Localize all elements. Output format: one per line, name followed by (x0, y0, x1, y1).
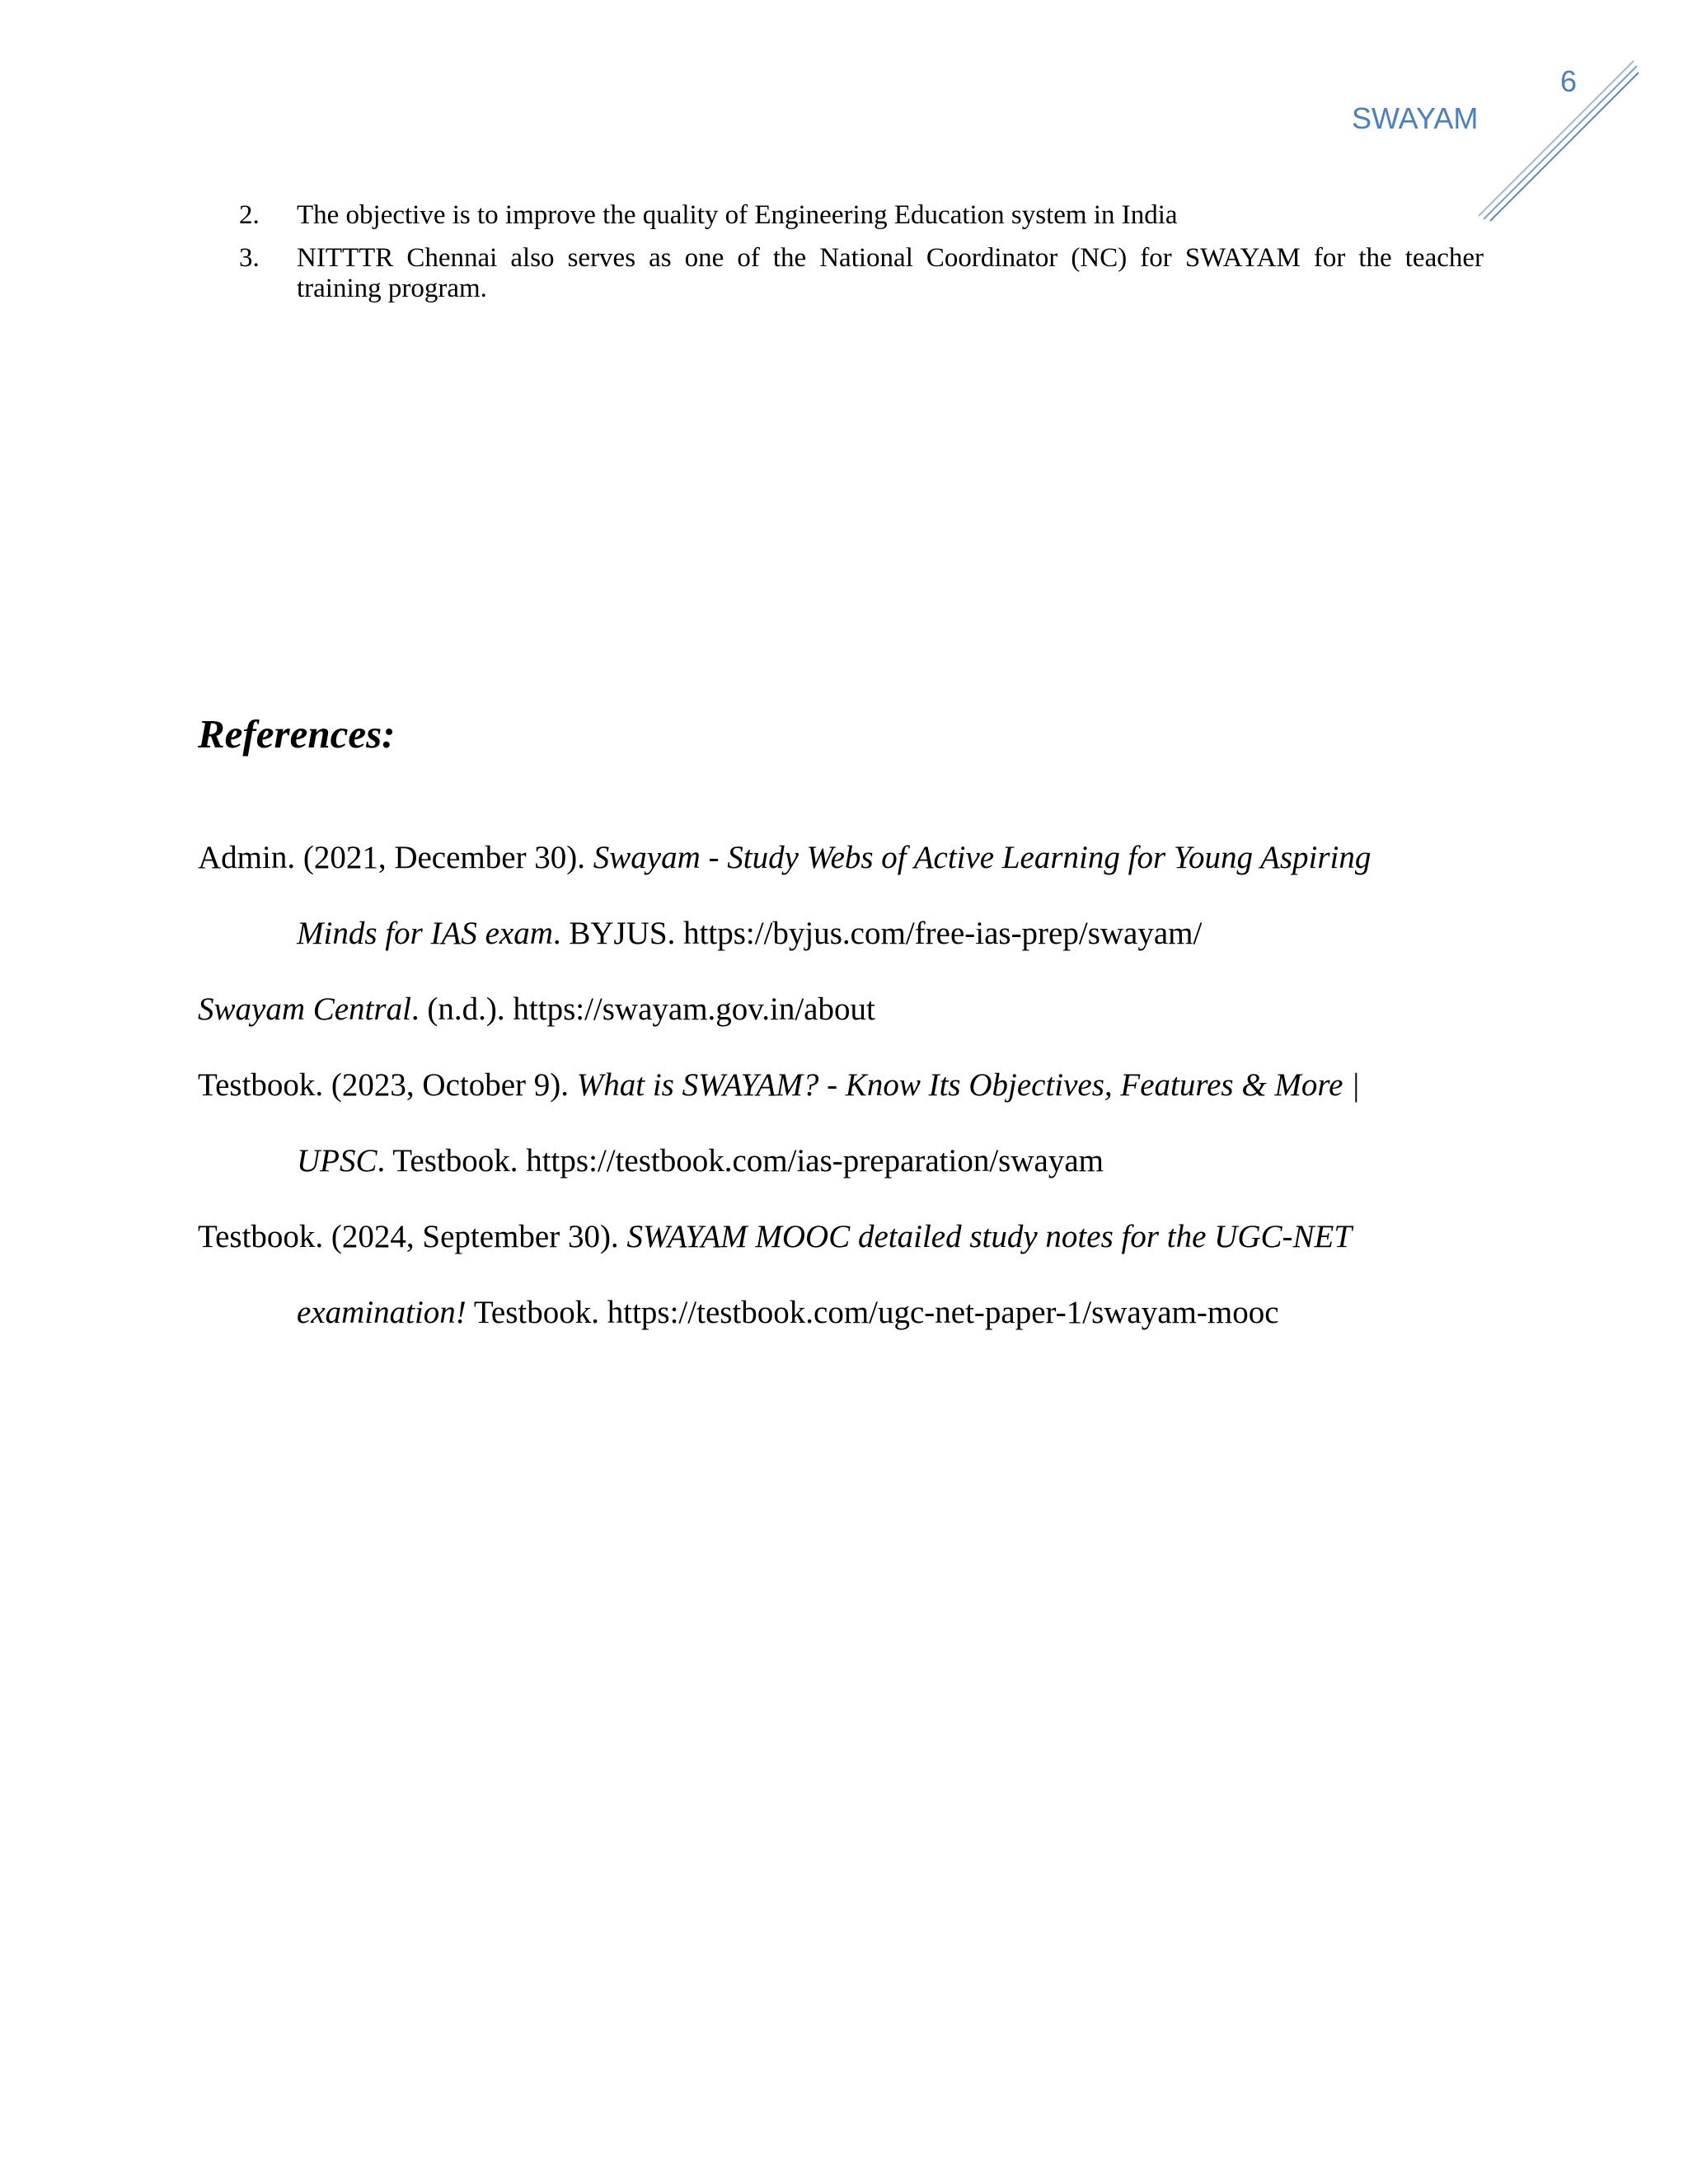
list-text (297, 243, 1484, 304)
running-header: SWAYAM (1352, 101, 1479, 135)
reference-entry (198, 1066, 1360, 1179)
reference-source: Testbook. https://testbook.com/ugc-net-paper-1/swayam-mooc (466, 1295, 1279, 1330)
header-decoration (1475, 58, 1640, 223)
reference-entry (198, 991, 875, 1028)
reference-title: Minds for IAS exam (297, 916, 553, 951)
reference-continuation (297, 915, 1202, 952)
decoration-line-1 (1479, 61, 1634, 216)
reference-source: . Testbook. https://testbook.com/ias-preparation/swayam (377, 1143, 1104, 1179)
reference-continuation (297, 1142, 1104, 1179)
reference-author: Testbook. (2024, September 30). (198, 1219, 627, 1254)
list-item (239, 200, 1484, 231)
list-text-line: training program. (297, 274, 487, 303)
reference-entry (198, 1218, 1353, 1330)
list-number: 3. (239, 243, 260, 273)
reference-title: Swayam Central (198, 991, 411, 1027)
references-heading: References: (198, 711, 396, 757)
reference-source: . BYJUS. https://byjus.com/free-ias-prep/swayam/ (552, 916, 1203, 951)
list-item (239, 243, 1484, 304)
reference-author: Admin. (2021, December 30). (198, 840, 593, 875)
reference-author: Testbook. (2023, October 9). (198, 1067, 577, 1103)
decoration-line-2 (1484, 66, 1637, 219)
reference-title: UPSC (297, 1143, 377, 1179)
reference-title: Swayam - Study Webs of Active Learning for Young Aspiring (593, 840, 1372, 875)
list-text-line: The objective is to improve the quality of Engineering Education system in India (297, 200, 1178, 230)
reference-entry (198, 839, 1372, 951)
list-number: 2. (239, 200, 260, 230)
reference-title: SWAYAM MOOC detailed study notes for the UGC-NET (626, 1219, 1353, 1254)
page-number: 6 (1560, 64, 1578, 98)
list-text (297, 200, 1484, 231)
decoration-line-3 (1490, 73, 1639, 221)
reference-title: examination! (297, 1295, 467, 1330)
reference-continuation (297, 1294, 1279, 1331)
reference-source: . (n.d.). https://swayam.gov.in/about (410, 991, 875, 1027)
list-text-line: NITTTR Chennai also serves as one of the National Coordinator (NC) for SWAYAM for the teacher (297, 243, 1484, 273)
reference-title: What is SWAYAM? - Know Its Objectives, Features & More | (576, 1067, 1360, 1103)
